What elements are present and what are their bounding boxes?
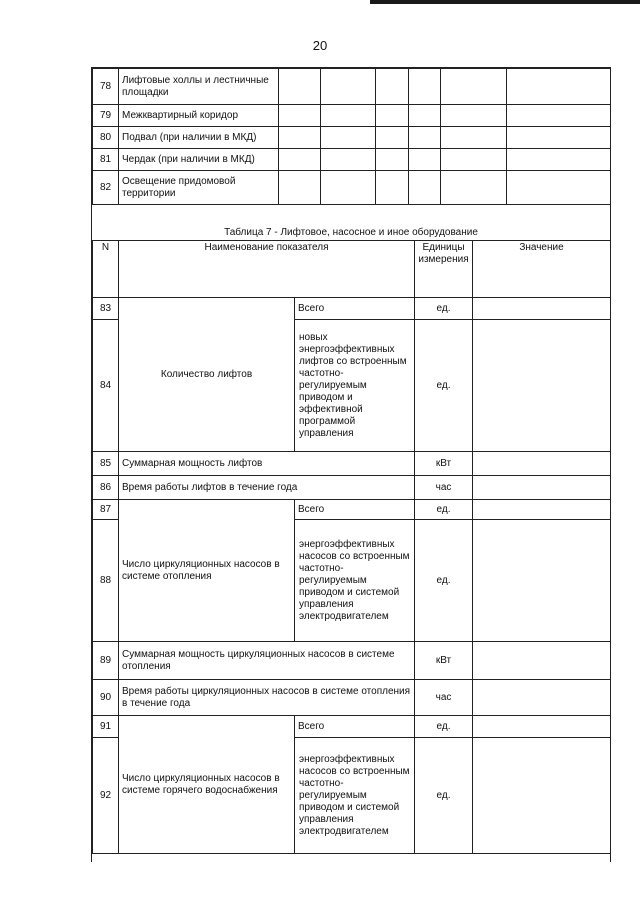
group-label: Количество лифтов (119, 298, 295, 452)
row-name: Суммарная мощность циркуляционных насосов в системе отопления (119, 642, 415, 680)
header-name: Наименование показателя (119, 241, 415, 298)
table-row (93, 171, 611, 205)
subrow-label: новых энергоэффективных лифтов со встроенным частотно-регулируемым приводом и эффективной программой управления (295, 320, 415, 452)
row-name: Время работы лифтов в течение года (119, 476, 415, 500)
header-n: N (93, 241, 119, 298)
row-number: 92 (93, 738, 119, 854)
row-number: 90 (93, 680, 119, 716)
subrow-label: Всего (295, 298, 415, 320)
row-number: 87 (93, 500, 119, 520)
value-cell (473, 738, 611, 854)
table-row (93, 476, 611, 500)
table-7 (92, 240, 611, 854)
row-name: Чердак (при наличии в МКД) (119, 149, 279, 171)
row-name: Лифтовые холлы и лестничные площадки (119, 69, 279, 105)
table-row (93, 716, 611, 738)
unit-cell: ед. (415, 298, 473, 320)
table-row (93, 680, 611, 716)
row-number: 78 (93, 69, 119, 105)
value-cell (473, 298, 611, 320)
group-label: Число циркуляционных насосов в системе отопления (119, 500, 295, 642)
value-cell (473, 476, 611, 500)
unit-cell: час (415, 476, 473, 500)
row-number: 82 (93, 171, 119, 205)
subrow-label: Всего (295, 500, 415, 520)
table-row (93, 127, 611, 149)
unit-cell: кВт (415, 642, 473, 680)
document-sheet (91, 67, 611, 862)
subrow-label: энергоэффективных насосов со встроенным частотно-регулируемым приводом и системой управления электродвигателем (295, 520, 415, 642)
table-row (93, 452, 611, 476)
row-number: 80 (93, 127, 119, 149)
group-label: Число циркуляционных насосов в системе горячего водоснабжения (119, 716, 295, 854)
unit-cell: ед. (415, 520, 473, 642)
row-name: Подвал (при наличии в МКД) (119, 127, 279, 149)
header-rule (370, 0, 640, 4)
table-row (93, 298, 611, 320)
table-row (93, 500, 611, 520)
value-cell (473, 716, 611, 738)
value-cell (473, 680, 611, 716)
row-name: Освещение придомовой территории (119, 171, 279, 205)
row-number: 79 (93, 105, 119, 127)
row-number: 91 (93, 716, 119, 738)
unit-cell: кВт (415, 452, 473, 476)
row-number: 81 (93, 149, 119, 171)
unit-cell: час (415, 680, 473, 716)
value-cell (473, 500, 611, 520)
row-number: 89 (93, 642, 119, 680)
row-number: 88 (93, 520, 119, 642)
value-cell (473, 452, 611, 476)
table-caption: Таблица 7 - Лифтовое, насосное и иное оборудование (224, 227, 478, 238)
row-name: Время работы циркуляционных насосов в системе отопления в течение года (119, 680, 415, 716)
row-name: Суммарная мощность лифтов (119, 452, 415, 476)
unit-cell: ед. (415, 500, 473, 520)
unit-cell: ед. (415, 716, 473, 738)
row-number: 85 (93, 452, 119, 476)
table-row (93, 149, 611, 171)
unit-cell: ед. (415, 320, 473, 452)
header-unit: Единицы измерения (415, 241, 473, 298)
table-row (93, 105, 611, 127)
value-cell (473, 520, 611, 642)
row-number: 86 (93, 476, 119, 500)
row-number: 83 (93, 298, 119, 320)
row-number: 84 (93, 320, 119, 452)
table-row (93, 642, 611, 680)
subrow-label: Всего (295, 716, 415, 738)
row-name: Межквартирный коридор (119, 105, 279, 127)
value-cell (473, 642, 611, 680)
table-header-row (93, 241, 611, 298)
table-row (93, 69, 611, 105)
value-cell (473, 320, 611, 452)
upper-table (92, 68, 611, 205)
unit-cell: ед. (415, 738, 473, 854)
header-value: Значение (473, 241, 611, 298)
page-number: 20 (312, 38, 328, 53)
subrow-label: энергоэффективных насосов со встроенным частотно-регулируемым приводом и системой управления электродвигателем (295, 738, 415, 854)
